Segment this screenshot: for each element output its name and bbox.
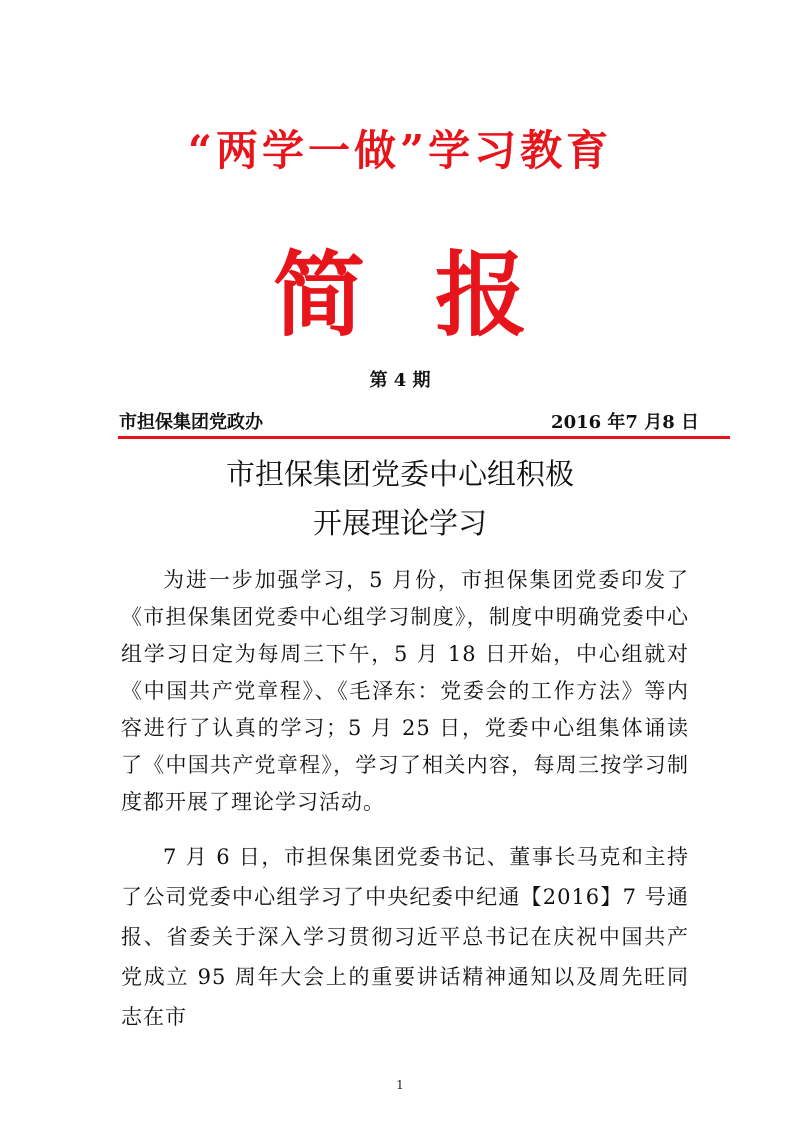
issue-date: 2016 年7 月8 日 — [551, 412, 699, 433]
article-title — [0, 450, 800, 548]
paragraph: 为进一步加强学习，5 月份，市担保集团党委印发了《市担保集团党委中心组学习制度》，制度中明确党委中心组学习日定为每周三下午，5 月 18 日开始，中心组就对《中国共产党章程》、《毛泽东：党委会的工作方法》等内容进行了认真的学习；5 月 25 日，党委中心组集体诵读了《中国共产党章程》，学习了相关内容，每周三按学习制度都开展了理论学习活动。 — [121, 568, 689, 814]
article-title-line-2: 开展理论学习 — [312, 506, 487, 540]
meta-row — [119, 408, 699, 434]
masthead-title: 简报 — [272, 241, 597, 349]
issue-number: 第 4 期 — [369, 370, 431, 391]
issuing-org: 市担保集团党政办 — [119, 412, 263, 433]
page-number: 1 — [396, 1078, 404, 1092]
paragraph: 7 月 6 日，市担保集团党委书记、董事长马克和主持了公司党委中心组学习了中央纪委中纪通【2016】7 号通报、省委关于深入学习贯彻习近平总书记在庆祝中国共产党成立 95 周年大会上的重要讲话精神通知以及周先旺同志在市 — [121, 845, 689, 1029]
article-title-line-1: 市担保集团党委中心组积极 — [225, 457, 574, 491]
article-body — [121, 562, 689, 1037]
red-divider — [118, 436, 730, 439]
header-title: “两学一做”学习教育 — [187, 126, 613, 175]
